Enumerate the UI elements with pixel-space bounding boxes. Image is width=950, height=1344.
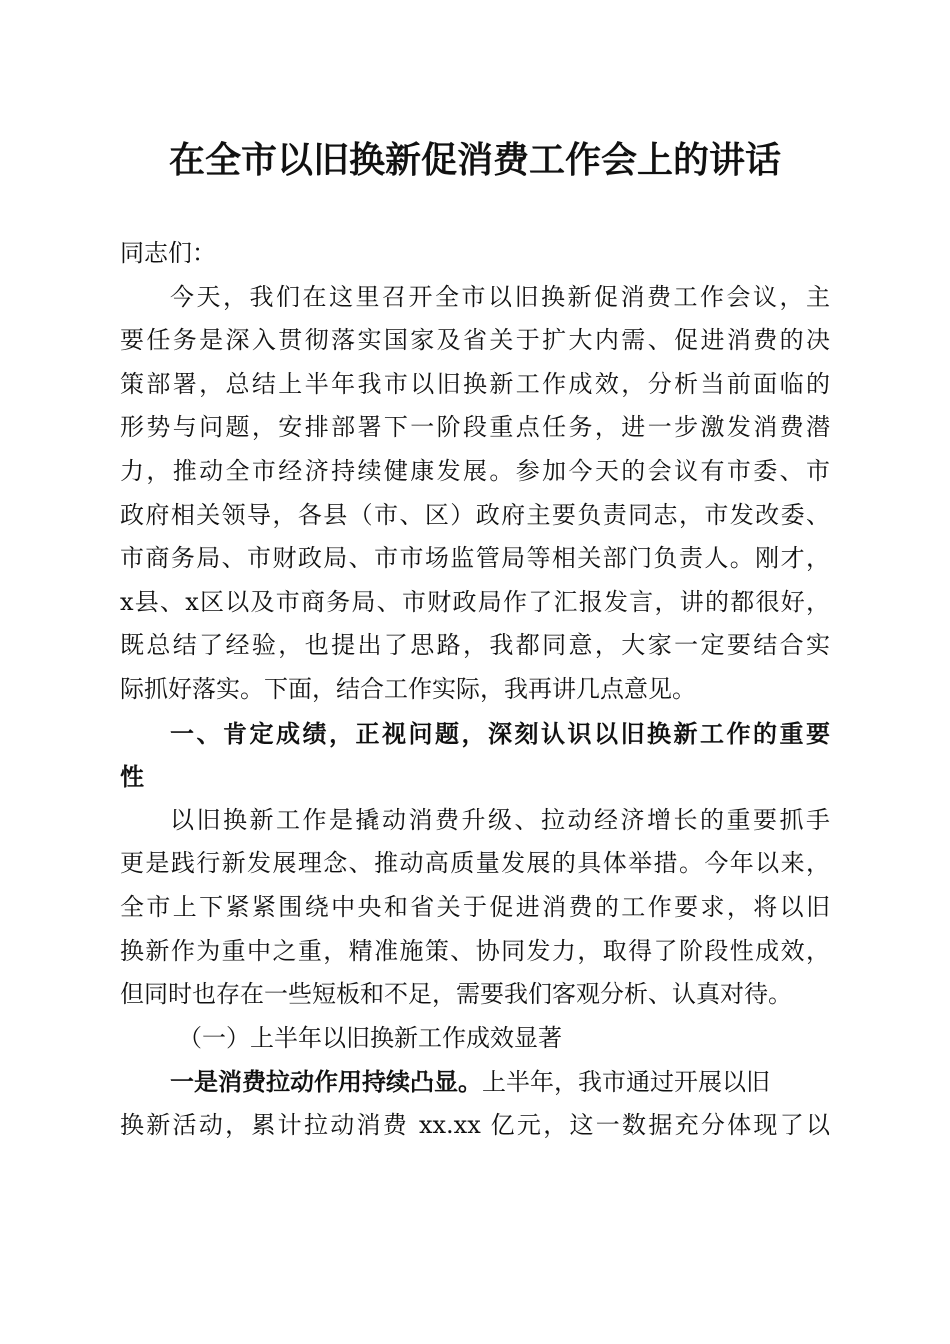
paragraph-line: 今天，我们在这里召开全市以旧换新促消费工作会议，主 <box>170 282 830 311</box>
paragraph-line: 策部署，总结上半年我市以旧换新工作成效，分析当前面临的 <box>120 369 830 398</box>
paragraph-line: 政府相关领导，各县（市、区）政府主要负责同志，市发改委、 <box>120 500 830 529</box>
paragraph-line: 形势与问题，安排部署下一阶段重点任务，进一步激发消费潜 <box>120 413 830 442</box>
document-body <box>120 232 830 1147</box>
paragraph-line: 市商务局、市财政局、市市场监管局等相关部门负责人。刚才， <box>120 544 830 573</box>
paragraph-line: 更是践行新发展理念、推动高质量发展的具体举措。今年以来， <box>120 849 830 878</box>
paragraph-line: 要任务是深入贯彻落实国家及省关于扩大内需、促进消费的决 <box>120 326 830 355</box>
paragraph-line: 但同时也存在一些短板和不足，需要我们客观分析、认真对待。 <box>120 980 792 1009</box>
paragraph-line: 换新活动，累计拉动消费 xx.xx 亿元，这一数据充分体现了以 <box>120 1110 830 1139</box>
paragraph-line: 际抓好落实。下面，结合工作实际，我再讲几点意见。 <box>120 674 696 703</box>
paragraph-line <box>120 1060 830 1104</box>
paragraph-line: 换新作为重中之重，精准施策、协同发力，取得了阶段性成效， <box>120 936 830 965</box>
paragraph-line: 全市上下紧紧围绕中央和省关于促进消费的工作要求，将以旧 <box>120 892 830 921</box>
section-heading: 一、肯定成绩，正视问题，深刻认识以旧换新工作的重要 <box>170 718 830 748</box>
paragraph-line: 以旧换新工作是撬动消费升级、拉动经济增长的重要抓手 <box>170 805 830 834</box>
paragraph-line: 力，推动全市经济持续健康发展。参加今天的会议有市委、市 <box>120 456 830 485</box>
section-heading-continued: 性 <box>120 762 144 792</box>
salutation: 同志们： <box>120 239 216 267</box>
subsection-heading: （一）上半年以旧换新工作成效显著 <box>178 1023 562 1052</box>
paragraph-line: 既总结了经验，也提出了思路，我都同意，大家一定要结合实 <box>120 631 830 660</box>
document-title: 在全市以旧换新促消费工作会上的讲话 <box>168 139 781 181</box>
point-text: 上半年，我市通过开展以旧 <box>482 1068 770 1097</box>
point-lead: 一是消费拉动作用持续凸显。 <box>170 1067 482 1097</box>
paragraph-line: x县、x区以及市商务局、市财政局作了汇报发言，讲的都很好， <box>120 587 830 616</box>
